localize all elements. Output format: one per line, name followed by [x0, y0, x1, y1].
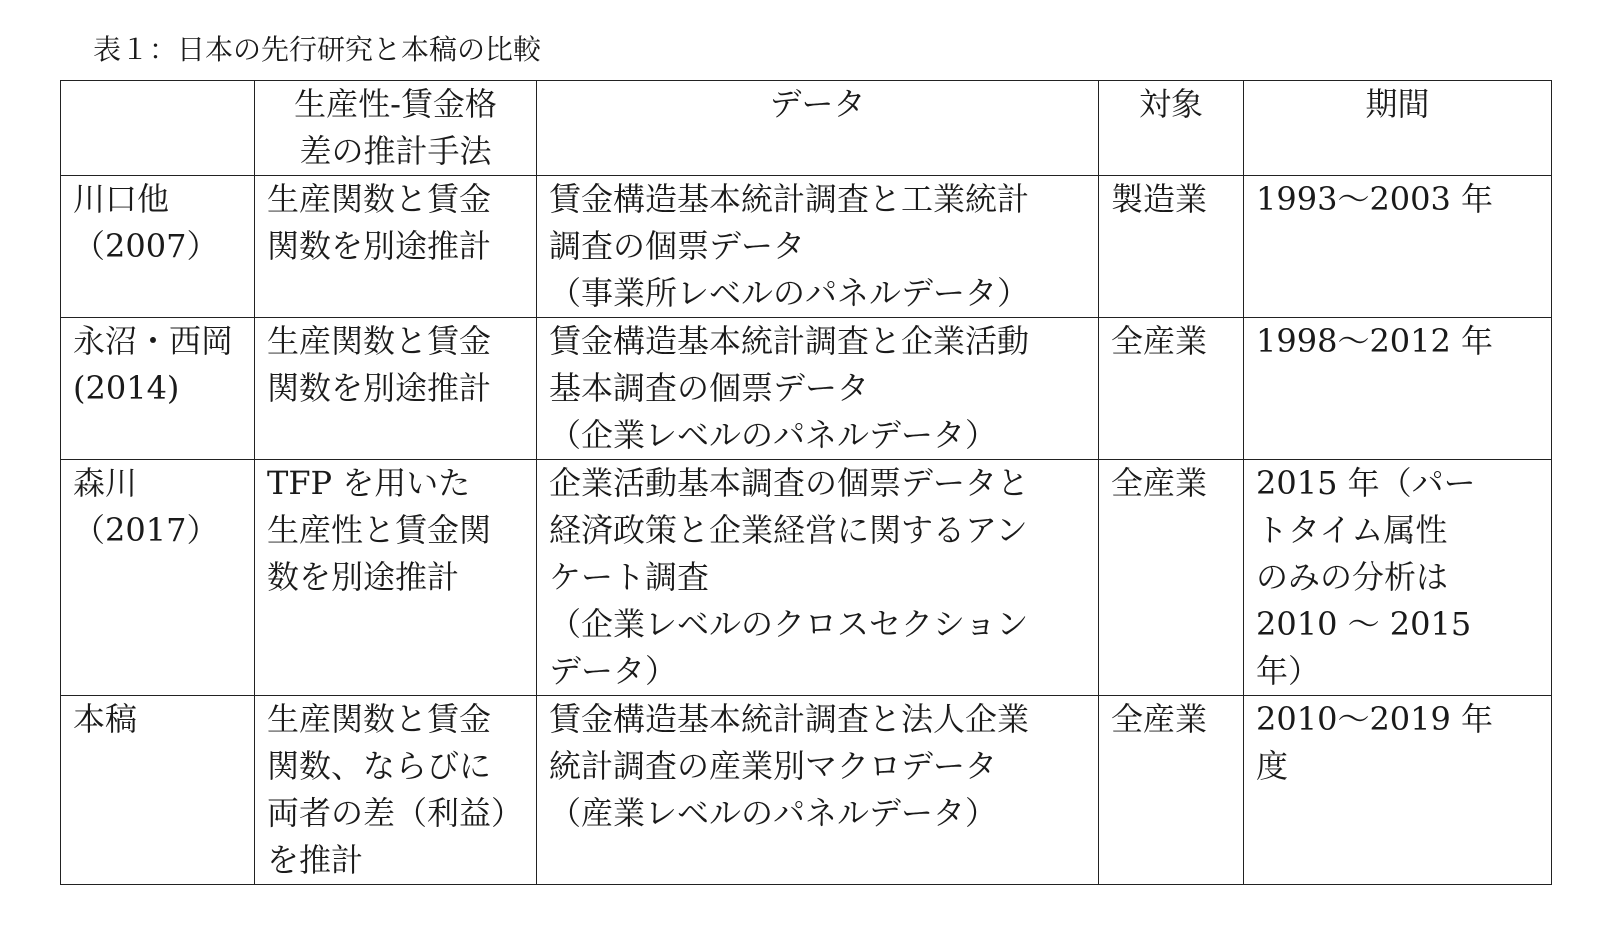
cell-data	[537, 318, 1099, 460]
cell-line: （2007）	[73, 227, 219, 265]
cell-line: 本稿	[73, 700, 138, 738]
cell-study	[61, 696, 255, 885]
header-cell-study	[61, 81, 255, 176]
table-row	[61, 318, 1552, 460]
table-row	[61, 460, 1552, 696]
cell-line: 関数、ならびに	[267, 747, 492, 785]
cell-line: 生産関数と賃金	[267, 700, 492, 738]
cell-line: 賃金構造基本統計調査と工業統計	[549, 180, 1030, 218]
cell-line: 1998～2012 年	[1256, 322, 1494, 360]
cell-line: (2014)	[73, 369, 180, 407]
table-header-row	[61, 81, 1552, 176]
header-cell-data	[537, 81, 1099, 176]
cell-line: 両者の差（利益）	[267, 794, 524, 832]
cell-line: データ）	[549, 652, 678, 690]
cell-line: 数を別途推計	[267, 558, 460, 596]
cell-line: 調査の個票データ	[549, 227, 806, 265]
cell-line: （事業所レベルのパネルデータ）	[549, 274, 1030, 312]
table-row	[61, 696, 1552, 885]
cell-line: 全産業	[1111, 464, 1208, 502]
cell-line: 統計調査の産業別マクロデータ	[549, 747, 998, 785]
cell-line: 生産関数と賃金	[267, 322, 492, 360]
header-line: 差の推計手法	[299, 132, 492, 170]
header-cell-target	[1099, 81, 1244, 176]
cell-method	[255, 176, 537, 318]
cell-line: 度	[1256, 747, 1289, 785]
cell-line: 企業活動基本調査の個票データと	[549, 464, 1030, 502]
cell-line: 2010 ～ 2015	[1256, 605, 1472, 643]
header-line: 対象	[1138, 85, 1203, 123]
cell-method	[255, 318, 537, 460]
cell-line: （2017）	[73, 511, 219, 549]
cell-target	[1099, 460, 1244, 696]
table-caption: 表１：日本の先行研究と本稿の比較	[93, 33, 542, 66]
cell-line: 2010～2019 年	[1256, 700, 1494, 738]
cell-line: 賃金構造基本統計調査と法人企業	[549, 700, 1030, 738]
cell-line: 森川	[73, 464, 138, 502]
cell-line: 基本調査の個票データ	[549, 369, 870, 407]
cell-data	[537, 696, 1099, 885]
cell-line: 全産業	[1111, 700, 1208, 738]
cell-line: TFP を用いた	[267, 464, 471, 502]
header-line: データ	[769, 85, 866, 123]
cell-line: 賃金構造基本統計調査と企業活動	[549, 322, 1030, 360]
cell-line: （企業レベルのクロスセクション	[549, 605, 1029, 643]
cell-line: のみの分析は	[1256, 558, 1449, 596]
cell-line: 経済政策と企業経営に関するアン	[549, 511, 1028, 549]
header-cell-method	[255, 81, 537, 176]
cell-period	[1244, 460, 1552, 696]
cell-line: （産業レベルのパネルデータ）	[549, 794, 998, 832]
cell-line: 生産性と賃金関	[267, 511, 492, 549]
cell-line: 全産業	[1111, 322, 1208, 360]
header-cell-period	[1244, 81, 1552, 176]
cell-line: 関数を別途推計	[267, 227, 492, 265]
cell-line: 製造業	[1111, 180, 1208, 218]
cell-line: トタイム属性	[1256, 511, 1448, 549]
cell-line: を推計	[267, 841, 364, 879]
comparison-table	[60, 80, 1552, 885]
cell-line: 生産関数と賃金	[267, 180, 492, 218]
cell-line: ケート調査	[549, 558, 710, 596]
header-line: 期間	[1365, 85, 1430, 123]
cell-target	[1099, 696, 1244, 885]
cell-line: 2015 年（パー	[1256, 464, 1476, 502]
cell-period	[1244, 176, 1552, 318]
cell-target	[1099, 176, 1244, 318]
cell-target	[1099, 318, 1244, 460]
cell-data	[537, 460, 1099, 696]
cell-study	[61, 318, 255, 460]
cell-line: （企業レベルのパネルデータ）	[549, 416, 998, 454]
cell-method	[255, 460, 537, 696]
cell-line: 1993～2003 年	[1256, 180, 1494, 218]
cell-line: 年）	[1256, 652, 1321, 690]
cell-study	[61, 176, 255, 318]
cell-line: 永沼・西岡	[73, 322, 234, 360]
cell-line: 川口他	[73, 180, 170, 218]
cell-period	[1244, 318, 1552, 460]
table-row	[61, 176, 1552, 318]
cell-period	[1244, 696, 1552, 885]
cell-method	[255, 696, 537, 885]
cell-study	[61, 460, 255, 696]
header-line: 生産性-賃金格	[294, 85, 497, 123]
cell-data	[537, 176, 1099, 318]
cell-line: 関数を別途推計	[267, 369, 492, 407]
